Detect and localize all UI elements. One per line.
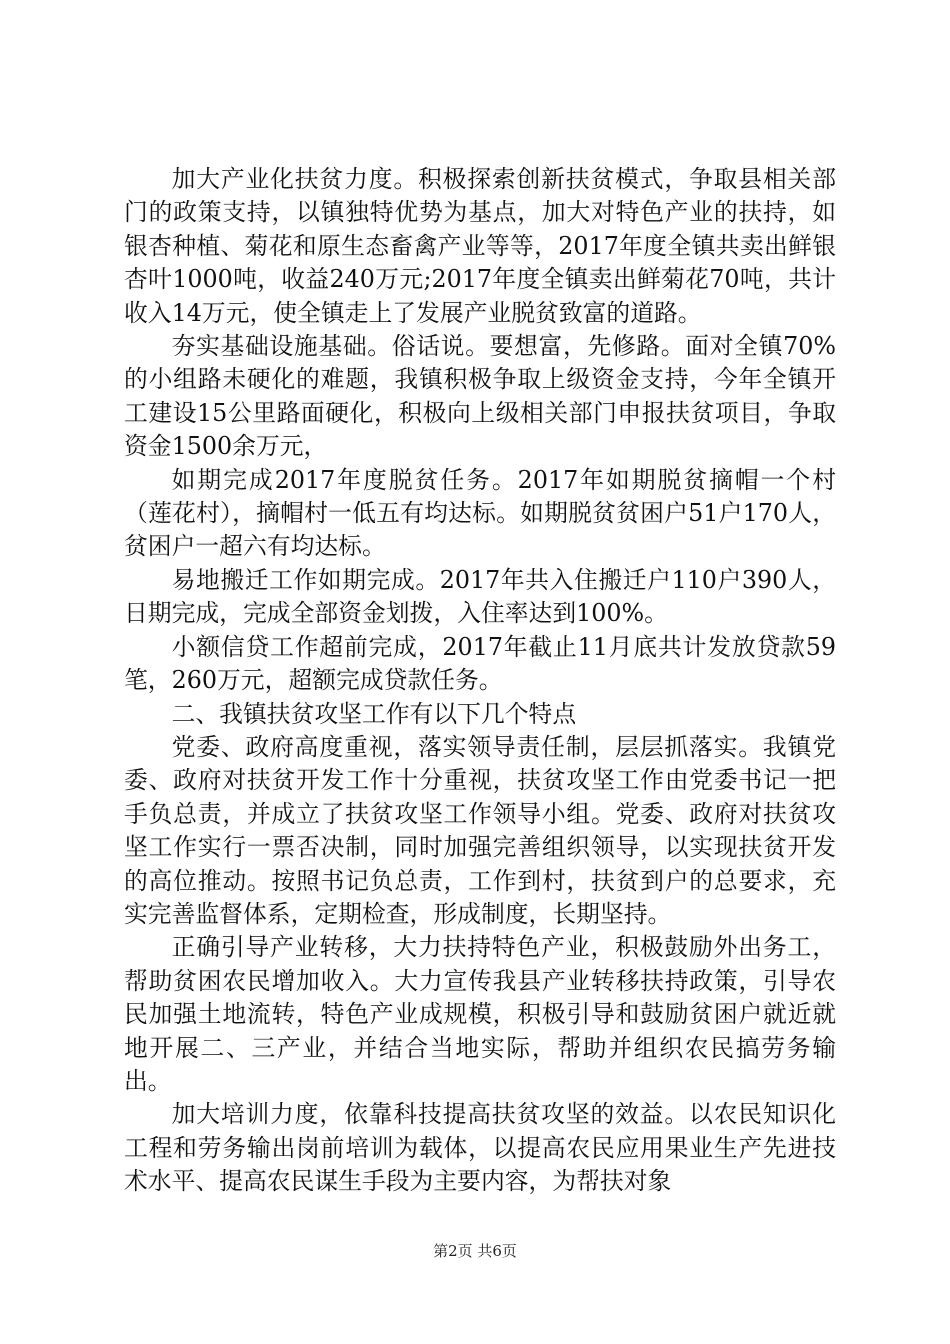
page-footer: 第2页 共6页: [433, 1242, 517, 1260]
paragraph-annual-task: 如期完成2017年度脱贫任务。2017年如期脱贫摘帽一个村（莲花村），摘帽村一低五有均达标。如期脱贫贫困户51户170人，贫困户一超六有均达标。: [124, 465, 836, 561]
section-heading-features: 二、我镇扶贫攻坚工作有以下几个特点: [171, 699, 577, 728]
paragraph-party-leadership: 党委、政府高度重视，落实领导责任制，层层抓落实。我镇党委、政府对扶贫开发工作十分重视，扶贫攻坚工作由党委书记一把手负总责，并成立了扶贫攻坚工作领导小组。党委、政府对扶贫攻坚工作实行一票否决制，同时加强完善组织领导，以实现扶贫开发的高位推动。按照书记负总责，工作到村，扶贫到户的总要求，充实完善监督体系，定期检查，形成制度，长期坚持。: [124, 732, 836, 928]
paragraph-micro-credit: 小额信贷工作超前完成，2017年截止11月底共计发放贷款59笔，260万元，超额完成贷款任务。: [124, 632, 836, 695]
paragraph-infrastructure: 夯实基础设施基础。俗话说。要想富，先修路。面对全镇70%的小组路未硬化的难题，我镇积极争取上级资金支持，今年全镇开工建设15公里路面硬化，积极向上级相关部门申报扶贫项目，争取资金1500余万元，: [124, 332, 836, 461]
paragraph-industry-poverty-alleviation: 加大产业化扶贫力度。积极探索创新扶贫模式，争取县相关部门的政策支持，以镇独特优势为基点，加大对特色产业的扶持，如银杏种植、菊花和原生态畜禽产业等等，2017年度全镇共卖出鲜银杏叶1000吨，收益240万元;2017年度全镇卖出鲜菊花70吨，共计收入14万元，使全镇走上了发展产业脱贫致富的道路。: [124, 165, 836, 327]
paragraph-relocation: 易地搬迁工作如期完成。2017年共入住搬迁户110户390人，日期完成，完成全部资金划拨，入住率达到100%。: [124, 565, 836, 628]
paragraph-training: 加大培训力度，依靠科技提高扶贫攻坚的效益。以农民知识化工程和劳务输出岗前培训为载体，以提高农民应用果业生产先进技术水平、提高农民谋生手段为主要内容，为帮扶对象: [124, 1100, 836, 1196]
document-body: [124, 163, 836, 1199]
paragraph-industry-transfer: 正确引导产业转移，大力扶持特色产业，积极鼓励外出务工，帮助贫困农民增加收入。大力宣传我县产业转移扶持政策，引导农民加强土地流转，特色产业成规模，积极引导和鼓励贫困户就近就地开展二、三产业，并结合当地实际，帮助并组织农民搞劳务输出。: [124, 933, 836, 1095]
